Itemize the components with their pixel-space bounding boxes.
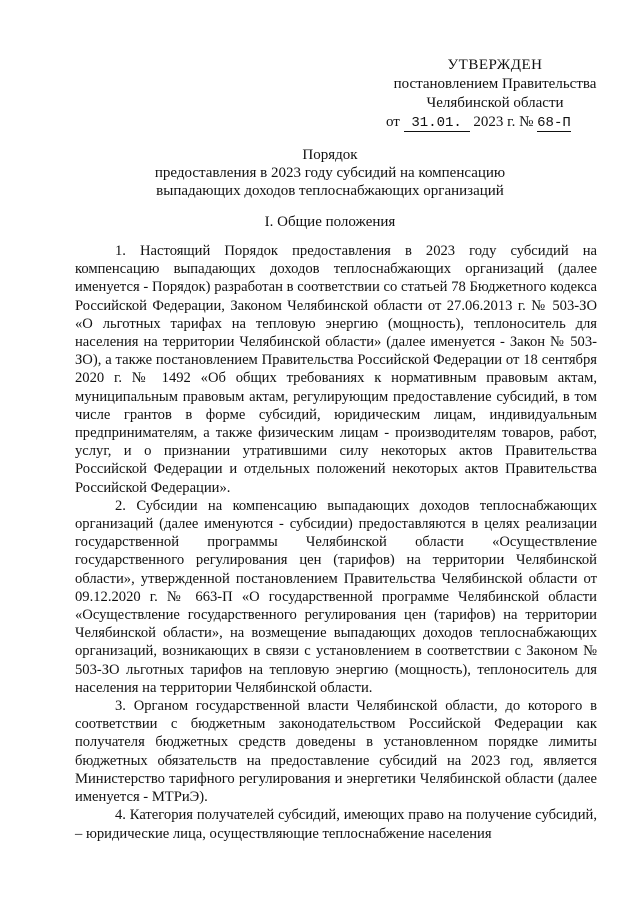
approval-date-line bbox=[386, 113, 610, 132]
paragraph-1: 1. Настоящий Порядок предоставления в 2023 году субсидий на компенсацию выпадающих доходов теплоснабжающих организаций (далее именуется - Порядок) разработан в соответствии со статьей 78 Бюджетного кодекса Российской Федерации, Законом Челябинской области от 27.06.2013 г. № 503-ЗО «О льготных тарифах на тепловую энергию (мощность), теплоноситель для населения на территории Челябинской области» (далее именуется - Закон № 503-ЗО), а также постановлением Правительства Российской Федерации от 18 сентября 2020 г. № 1492 «Об общих требованиях к нормативным правовым актам, муниципальным правовым актам, регулирующим предоставление субсидий, в том числе грантов в форме субсидий, юридическим лицам, индивидуальным предпринимателям, а также физическим лицам - производителям товаров, работ, услуг, и о признании утратившими силу некоторых актов Правительства Российской Федерации и отдельных положений некоторых актов Правительства Российской Федерации». bbox=[75, 243, 597, 496]
paragraph-4: 4. Категория получателей субсидий, имеющих право на получение субсидий, – юридические лица, осуществляющие теплоснабжение населения bbox=[75, 807, 597, 842]
paragraph-3: 3. Органом государственной власти Челябинской области, до которого в соответствии с бюджетным законодательством Российской Федерации как получателя бюджетных средств доведены в установленном порядке лимиты бюджетных обязательств на предоставление субсидий на 2023 год, является Министерство тарифного регулирования и энергетики Челябинской области (далее именуется - МТРиЭ). bbox=[75, 698, 597, 806]
section-heading: I. Общие положения bbox=[264, 214, 396, 230]
title-line-1: Порядок bbox=[302, 147, 358, 163]
approval-heading: УТВЕРЖДЕН bbox=[447, 57, 543, 73]
title-line-3: выпадающих доходов теплоснабжающих организаций bbox=[156, 183, 504, 199]
approval-line-1: постановлением Правительства bbox=[393, 76, 597, 92]
approval-date: 31.01. bbox=[404, 115, 470, 132]
document-title bbox=[60, 146, 600, 200]
approval-line-2: Челябинской области bbox=[426, 95, 564, 111]
title-line-2: предоставления в 2023 году субсидий на компенсацию bbox=[154, 165, 506, 181]
approval-stamp bbox=[380, 56, 610, 132]
approval-number: 68-П bbox=[537, 115, 571, 131]
paragraph-2: 2. Субсидии на компенсацию выпадающих доходов теплоснабжающих организаций (далее именуются - субсидии) предоставляются в целях реализации государственной программы Челябинской области «Осуществление государственного регулирования цен (тарифов) на территории Челябинской области», утвержденной постановлением Правительства Челябинской области от 09.12.2020 г. № 663-П «О государственной программе Челябинской области «Осуществление государственного регулирования цен (тарифов) на территории Челябинской области», на возмещение выпадающих доходов теплоснабжающих организаций, возникающих в связи с установлением в соответствии с Законом № 503-ЗО льготных тарифов на тепловую энергию (мощность), теплоноситель для населения на территории Челябинской области. bbox=[75, 497, 597, 696]
approval-year-number-label: 2023 г. № bbox=[473, 114, 534, 130]
document-body bbox=[75, 242, 597, 843]
approval-from-prefix: от bbox=[386, 114, 400, 130]
